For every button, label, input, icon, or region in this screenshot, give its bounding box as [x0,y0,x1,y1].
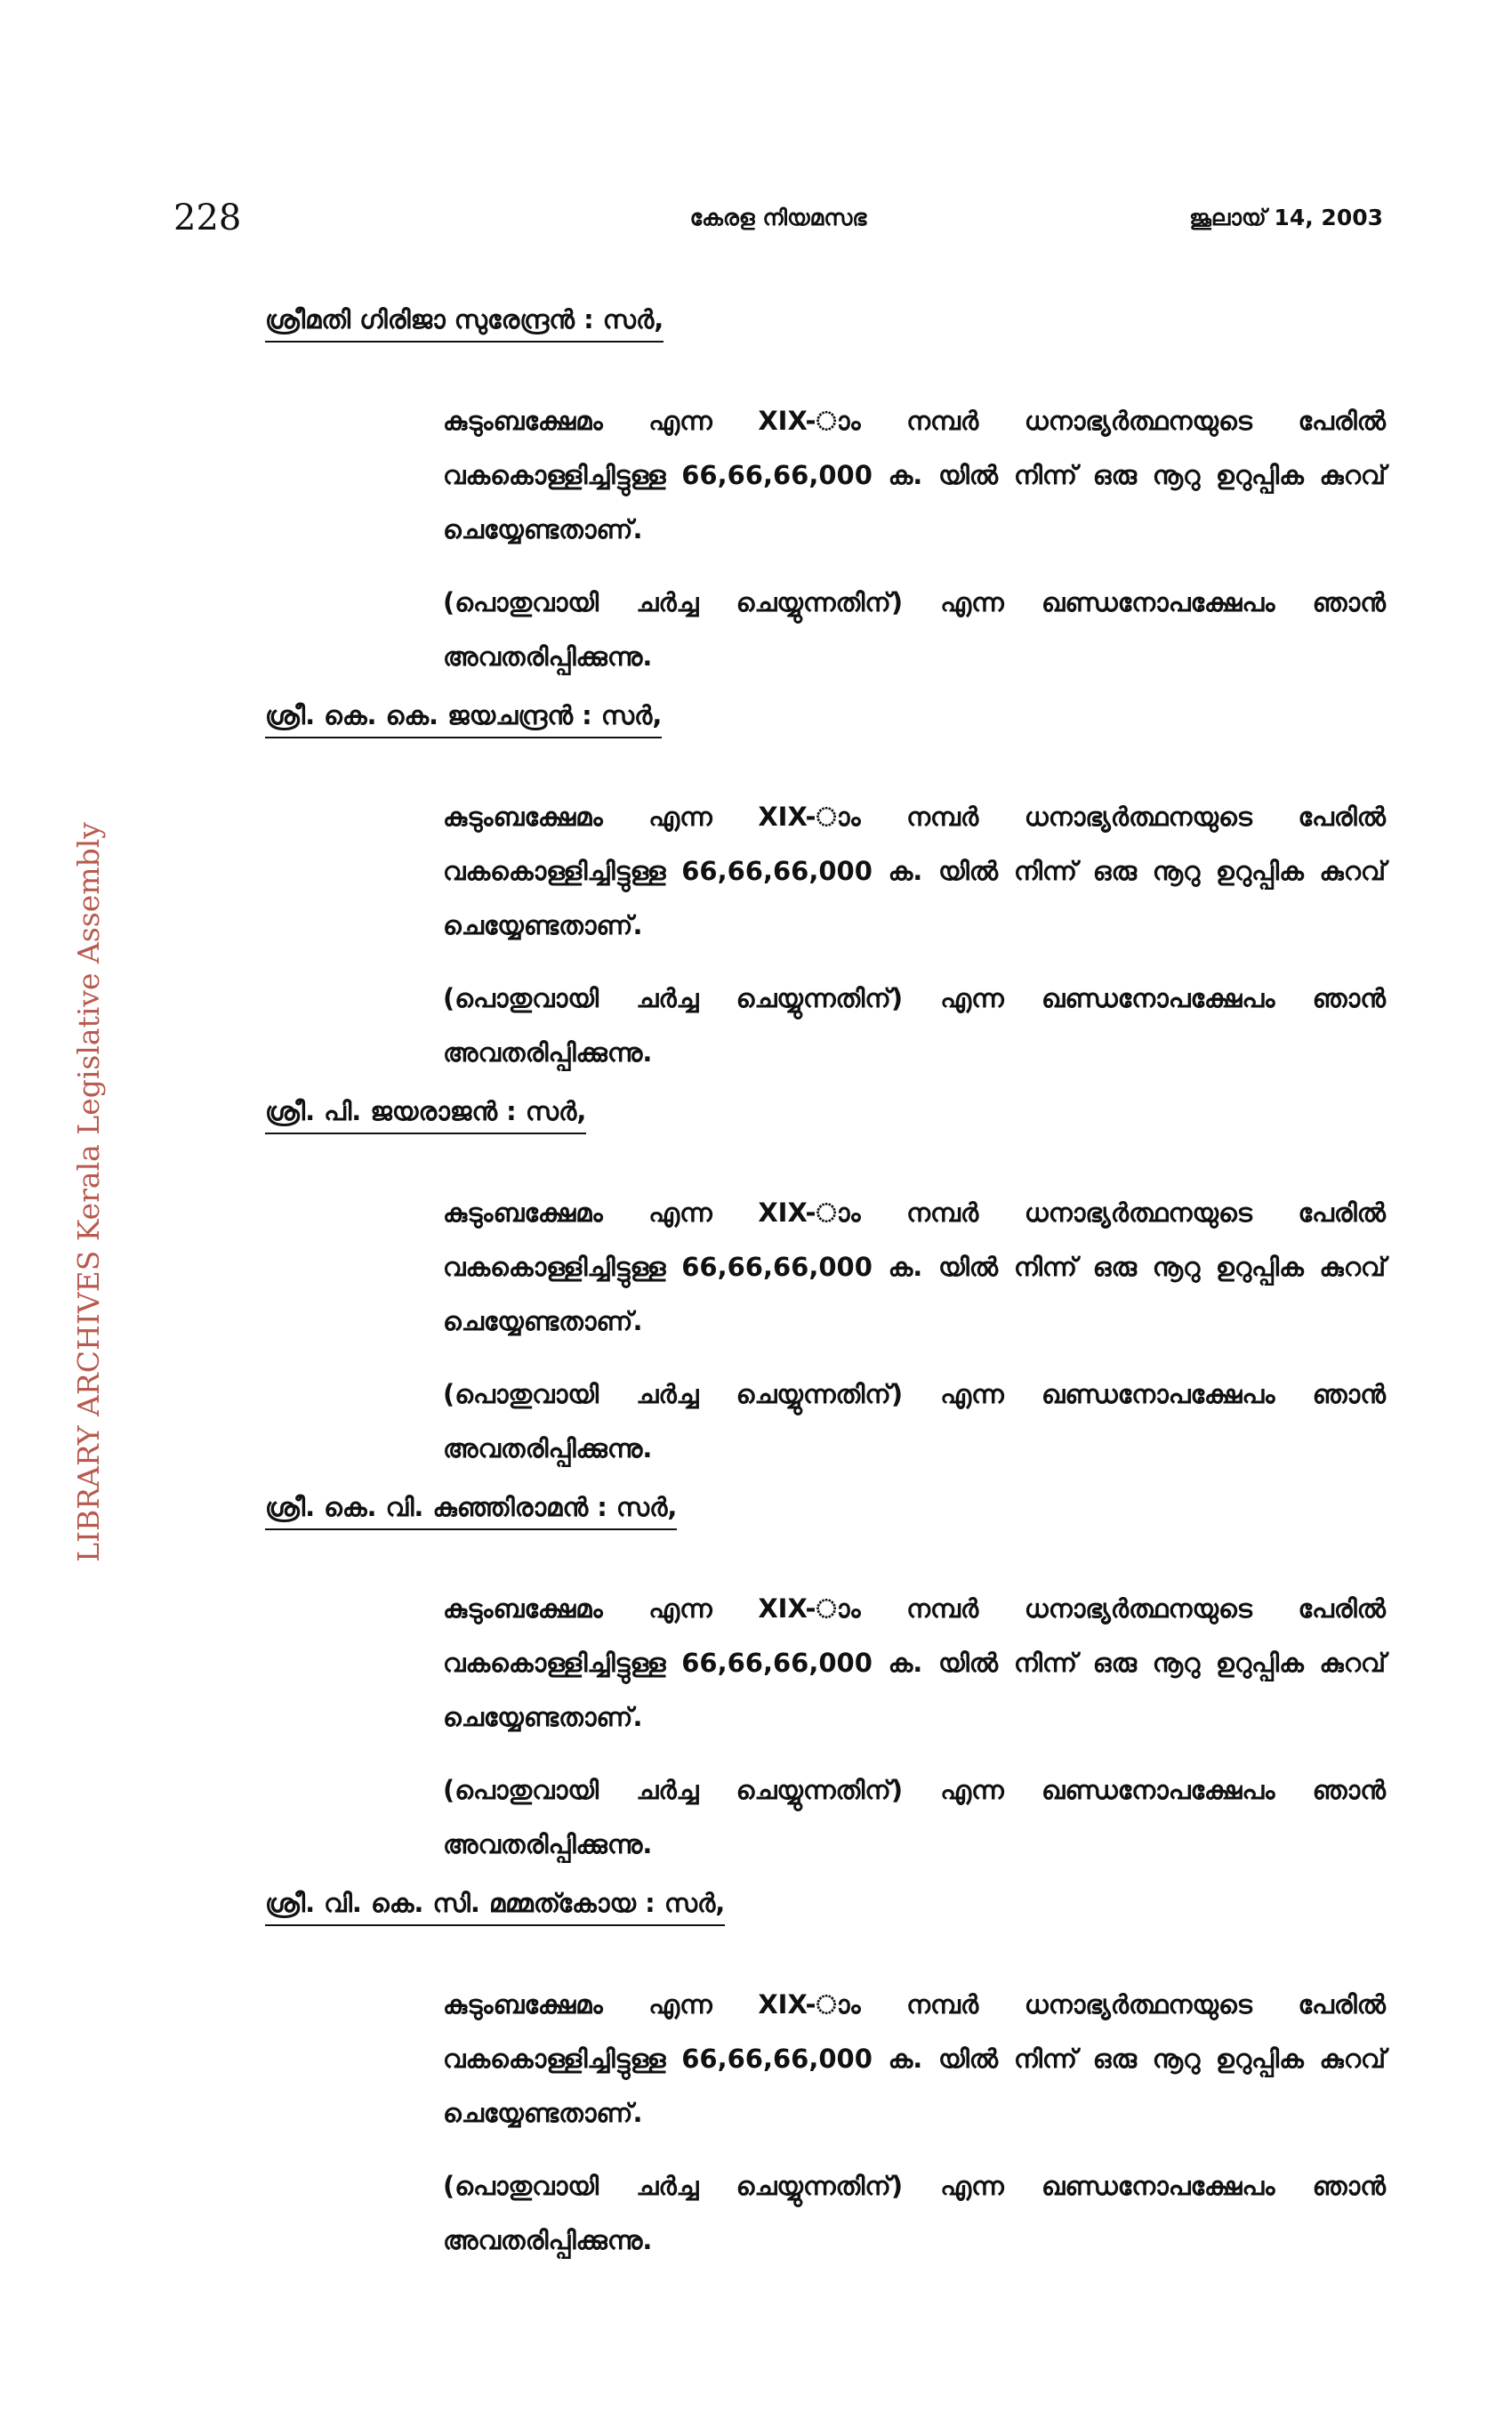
motion-statement: (പൊതുവായി ചർച്ച ചെയ്യുന്നതിന്) എന്ന ഖണ്ഡനോപക്ഷേപം ഞാൻ അവതരിപ്പിക്കുന്നു. [443,1379,1386,1463]
motion-statement: (പൊതുവായി ചർച്ച ചെയ്യുന്നതിന്) എന്ന ഖണ്ഡനോപക്ഷേപം ഞാൻ അവതരിപ്പിക്കുന്നു. [443,587,1386,672]
speech-entry [249,1875,1396,2271]
motion-statement: (പൊതുവായി ചർച്ച ചെയ്യുന്നതിന്) എന്ന ഖണ്ഡനോപക്ഷേപം ഞാൻ അവതരിപ്പിക്കുന്നു. [443,2171,1386,2255]
motion-statement: (പൊതുവായി ചർച്ച ചെയ്യുന്നതിന്) എന്ന ഖണ്ഡനോപക്ഷേപം ഞാൻ അവതരിപ്പിക്കുന്നു. [443,983,1386,1068]
motion-text: കുടുംബക്ഷേമം എന്ന XIX-ാം നമ്പർ ധനാഭ്യർത്ഥനയുടെ പേരിൽ വകകൊള്ളിച്ചിട്ടുള്ള 66,66,66,000 ക. യിൽ നിന്ന് ഒരു നൂറു ഉറുപ്പിക കുറവ് ചെയ്യേണ്ടതാണ്. [443,1989,1386,2128]
speech-entries [249,292,1396,2271]
speech-entry [249,688,1396,1084]
running-date: ജൂലായ് 14, 2003 [1189,205,1383,230]
speaker-name: ശ്രീമതി ഗിരിജാ സുരേന്ദ്രൻ : സർ, [265,304,664,343]
speech-entry [249,1084,1396,1480]
running-title: കേരള നിയമസഭ [689,205,867,230]
page-header [173,198,1383,251]
motion-text: കുടുംബക്ഷേമം എന്ന XIX-ാം നമ്പർ ധനാഭ്യർത്ഥനയുടെ പേരിൽ വകകൊള്ളിച്ചിട്ടുള്ള 66,66,66,000 ക. യിൽ നിന്ന് ഒരു നൂറു ഉറുപ്പിക കുറവ് ചെയ്യേണ്ടതാണ്. [443,406,1386,544]
speech-entry [249,1480,1396,1875]
motion-text: കുടുംബക്ഷേമം എന്ന XIX-ാം നമ്പർ ധനാഭ്യർത്ഥനയുടെ പേരിൽ വകകൊള്ളിച്ചിട്ടുള്ള 66,66,66,000 ക. യിൽ നിന്ന് ഒരു നൂറു ഉറുപ്പിക കുറവ് ചെയ്യേണ്ടതാണ്. [443,802,1386,940]
speaker-name: ശ്രീ. പി. ജയരാജൻ : സർ, [265,1096,586,1134]
motion-text: കുടുംബക്ഷേമം എന്ന XIX-ാം നമ്പർ ധനാഭ്യർത്ഥനയുടെ പേരിൽ വകകൊള്ളിച്ചിട്ടുള്ള 66,66,66,000 ക. യിൽ നിന്ന് ഒരു നൂറു ഉറുപ്പിക കുറവ് ചെയ്യേണ്ടതാണ്. [443,1593,1386,1732]
motion-statement: (പൊതുവായി ചർച്ച ചെയ്യുന്നതിന്) എന്ന ഖണ്ഡനോപക്ഷേപം ഞാൻ അവതരിപ്പിക്കുന്നു. [443,1775,1386,1859]
motion-text: കുടുംബക്ഷേമം എന്ന XIX-ാം നമ്പർ ധനാഭ്യർത്ഥനയുടെ പേരിൽ വകകൊള്ളിച്ചിട്ടുള്ള 66,66,66,000 ക. യിൽ നിന്ന് ഒരു നൂറു ഉറുപ്പിക കുറവ് ചെയ്യേണ്ടതാണ്. [443,1197,1386,1336]
speaker-name: ശ്രീ. കെ. വി. കുഞ്ഞിരാമൻ : സർ, [265,1492,677,1530]
page-number: 228 [173,198,242,238]
speaker-name: ശ്രീ. വി. കെ. സി. മമ്മത്കോയ : സർ, [265,1888,725,1926]
archive-watermark: LIBRARY ARCHIVES Kerala Legislative Assembly [71,822,106,1562]
speaker-name: ശ്രീ. കെ. കെ. ജയചന്ദ്രൻ : സർ, [265,700,662,738]
speech-entry [249,292,1396,688]
